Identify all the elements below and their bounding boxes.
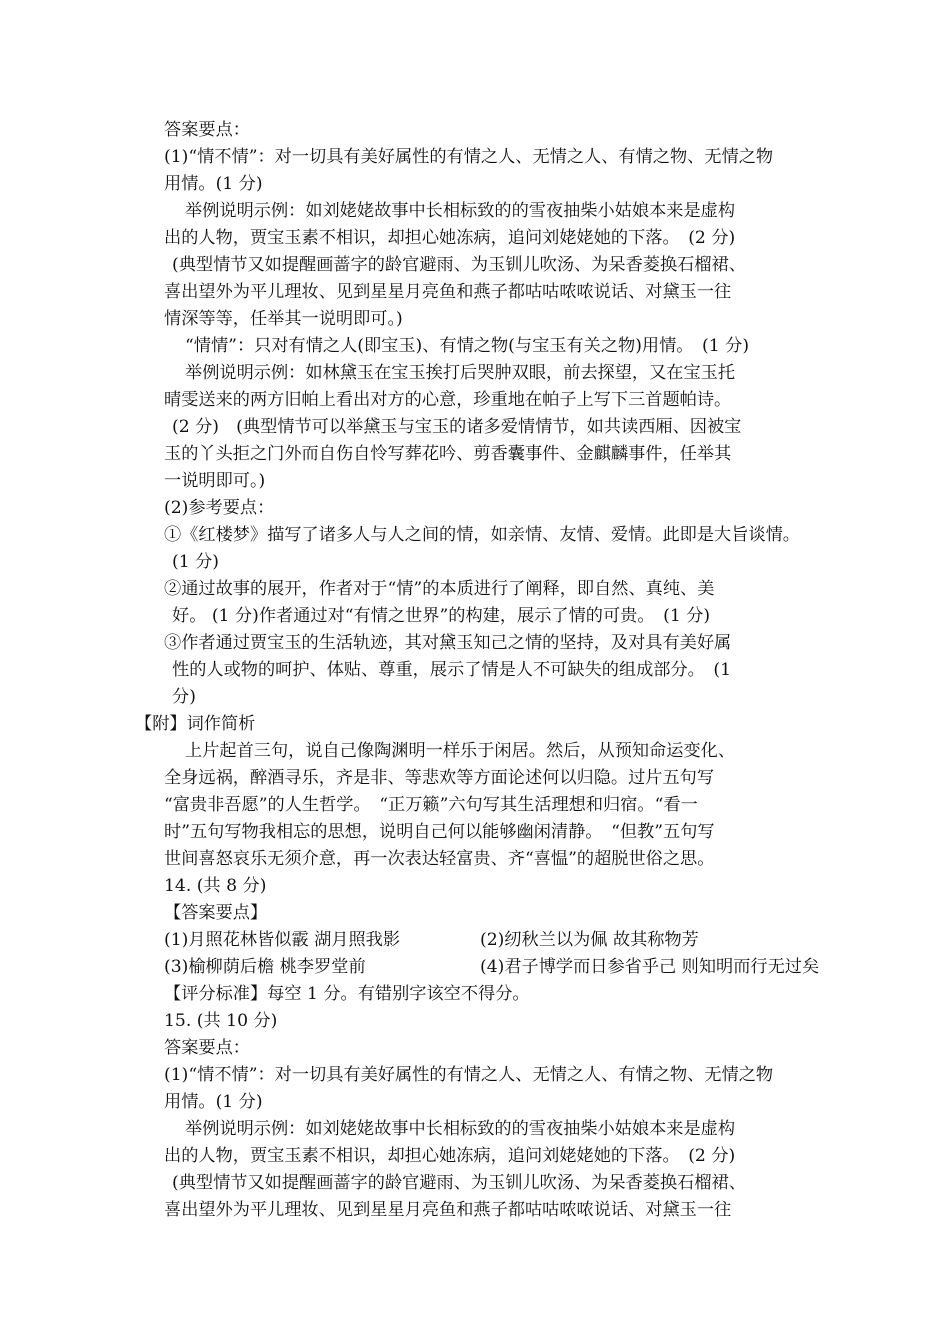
text-line: 出的人物，贾宝玉素不相识，却担心她冻病，追问刘姥姥她的下落。 (2 分) — [164, 228, 736, 248]
text-line: 全身远祸，醉酒寻乐，齐是非、等悲欢等方面论述何以归隐。过片五句写 — [164, 768, 715, 788]
text-line: 上片起首三句，说自己像陶渊明一样乐于闲居。然后，从预知命运变化、 — [185, 741, 736, 761]
text-line: ②通过故事的展开，作者对于“情”的本质进行了阐释，即自然、真纯、美 — [164, 579, 715, 599]
text-line: 喜出望外为平儿理妆、见到星星月亮鱼和燕子都咕咕哝哝说话、对黛玉一往 — [164, 1200, 732, 1220]
text-line: 【答案要点】 — [164, 903, 268, 923]
text-line: 喜出望外为平儿理妆、见到星星月亮鱼和燕子都咕咕哝哝说话、对黛玉一往 — [164, 282, 732, 302]
text-line: (典型情节又如提醒画蔷字的龄官避雨、为玉钏儿吹汤、为呆香菱换石榴裙、 — [172, 1173, 746, 1193]
text-line: 晴雯送来的两方旧帕上看出对方的心意，珍重地在帕子上写下三首题帕诗。 — [164, 390, 732, 410]
text-line: (3)榆柳荫后檐 桃李罗堂前 — [164, 957, 366, 977]
text-line: 时”五句写物我相忘的思想，说明自己何以能够幽闲清静。 “但教”五句写 — [164, 822, 715, 842]
answer-heading: 答案要点： — [164, 1038, 250, 1058]
text-line: ③作者通过贾宝玉的生活轨迹，其对黛玉知己之情的坚持，及对具有美好属 — [164, 633, 732, 653]
text-line: 玉的丫头拒之门外而自伤自怜写葬花吟、剪香囊事件、金麒麟事件，任举其 — [164, 444, 732, 464]
text-line: ①《红楼梦》描写了诸多人与人之间的情，如亲情、友情、爱情。此即是大旨谈情。 — [164, 525, 800, 545]
text-line: 举例说明示例：如林黛玉在宝玉挨打后哭肿双眼，前去探望，又在宝玉托 — [185, 363, 736, 383]
text-line: 举例说明示例：如刘姥姥故事中长相标致的的雪夜抽柴小姑娘本来是虚构 — [185, 1119, 736, 1139]
question-heading: 14. (共 8 分) — [164, 876, 267, 896]
text-line: 【评分标准】每空 1 分。有错别字该空不得分。 — [164, 984, 530, 1004]
text-line: “情情”：只对有情之人(即宝玉)、有情之物(与宝玉有关之物)用情。 (1 分) — [185, 336, 750, 356]
text-line: “富贵非吾愿”的人生哲学。 “正万籁”六句写其生活理想和归宿。“看一 — [164, 795, 698, 815]
text-line: (1)月照花林皆似霰 湖月照我影 — [164, 930, 401, 950]
text-line: (4)君子博学而日参省乎己 则知明而行无过矣 — [480, 957, 820, 977]
question-heading: 15. (共 10 分) — [164, 1011, 278, 1031]
text-line: (1)“情不情”：对一切具有美好属性的有情之人、无情之人、有情之物、无情之物 — [164, 1065, 774, 1085]
text-line: (1)“情不情”：对一切具有美好属性的有情之人、无情之人、有情之物、无情之物 — [164, 147, 774, 167]
text-line: 情深等等，任举其一说明即可。) — [164, 309, 403, 329]
text-line: 出的人物，贾宝玉素不相识，却担心她冻病，追问刘姥姥她的下落。 (2 分) — [164, 1146, 736, 1166]
text-line: 举例说明示例：如刘姥姥故事中长相标致的的雪夜抽柴小姑娘本来是虚构 — [185, 201, 736, 221]
text-line: 好。 (1 分)作者通过对“有情之世界”的构建，展示了情的可贵。 (1 分) — [172, 606, 711, 626]
text-line: (2)参考要点： — [164, 498, 275, 518]
text-line: 世间喜怒哀乐无须介意，再一次表达轻富贵、齐“喜愠”的超脱世俗之思。 — [164, 849, 715, 869]
appendix-heading: 【附】词作简析 — [135, 714, 256, 734]
text-line: (2)纫秋兰以为佩 故其称物芳 — [480, 930, 699, 950]
text-line: 用情。(1 分) — [164, 1092, 263, 1112]
text-line: 用情。(1 分) — [164, 174, 263, 194]
text-line: 性的人或物的呵护、体贴、尊重，展示了情是人不可缺失的组成部分。 (1 — [172, 660, 732, 680]
text-line: (典型情节又如提醒画蔷字的龄官避雨、为玉钏儿吹汤、为呆香菱换石榴裙、 — [172, 255, 746, 275]
text-line: 分) — [172, 687, 196, 707]
text-line: 一说明即可。) — [164, 471, 266, 491]
answer-heading: 答案要点： — [164, 120, 250, 140]
text-line: (1 分) — [172, 552, 219, 572]
text-line: (2 分) (典型情节可以举黛玉与宝玉的诸多爱情情节，如共读西厢、因被宝 — [172, 417, 742, 437]
